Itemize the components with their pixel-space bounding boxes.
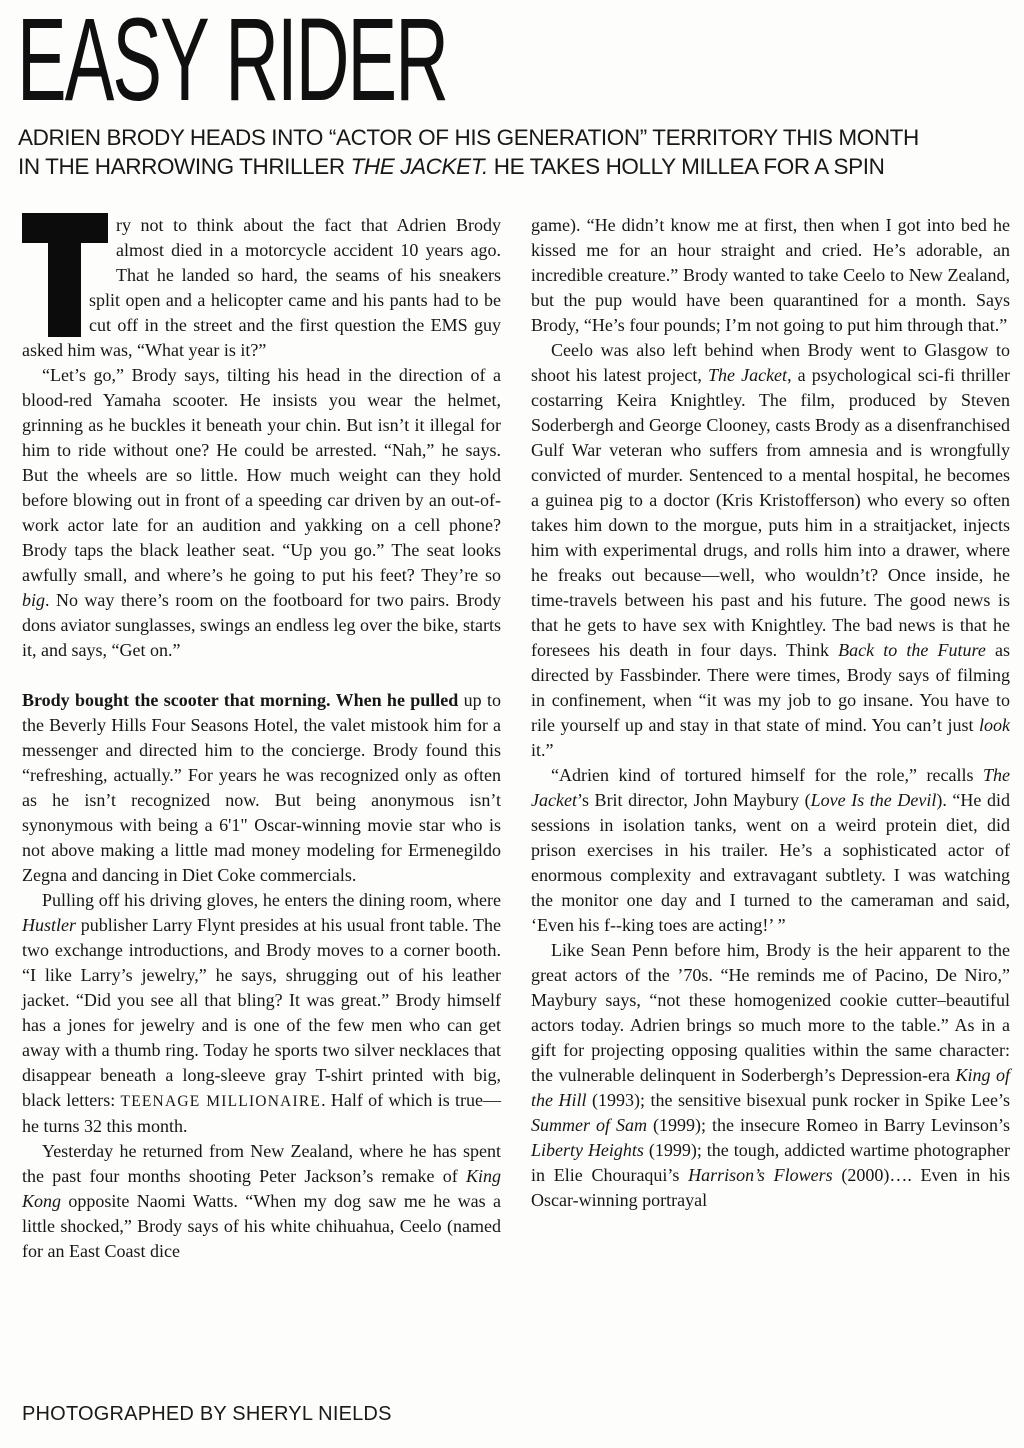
text-segment: TEENAGE MILLIONAIRE [120,1093,322,1110]
text-segment: The Jacket [707,365,788,385]
text-segment: Summer of Sam [531,1115,648,1135]
text-segment: , a psychological sci-fi thriller costarring Keira Knightley. The film, produced by Steven Soderbergh and George Clooney, casts Brody as a disenfranchised Gulf War veteran who suffers from amnesia and is wrongfully convicted of murder. Sentenced to a mental hospital, he becomes a guinea pig to a doctor (Kris Kristofferson) who every so often takes him down to the morgue, puts him in a straitjacket, injects him with experimental drugs, and rolls him into a drawer, where he freaks out because—well, who wouldn’t? Once inside, he time-travels between his past and his future. The good news is that he gets to have sex with Knightley. The bad news is that he foresees his death in four days. Think [531,365,1010,660]
column-right [531,213,1010,1264]
text-segment: THE JACKET. [350,153,488,179]
text-segment: as directed by Fassbinder. There were times, Brody says of filming in confinement, when “it was my job to go insane. You have to rile yourself up and stay in that state of mind. You can’t just [531,640,1010,735]
text-segment: it.” [531,740,554,760]
text-segment: . Half of which is true—he turns 32 this month. [22,1090,501,1136]
text-segment: (2000)…. Even in his Oscar-winning portrayal [531,1165,1011,1210]
article-deck [18,124,1010,181]
text-segment: Yesterday he returned from New Zealand, where he has spent the past four months shooting Peter Jackson’s remake of [22,1141,501,1186]
text-segment: Hustler [22,915,76,935]
text-segment: Ceelo was also left behind when Brody went to Glasgow to shoot his latest project, [531,340,1010,385]
article-title: EASY RIDER [17,0,448,126]
text-segment: Harrison’s Flowers [688,1165,833,1185]
text-segment: ADRIEN BRODY HEADS INTO “ACTOR OF HIS GENERATION” TERRITORY THIS MONTH [18,125,919,150]
text-segment: look [979,715,1010,735]
text-segment: ). “He did sessions in isolation tanks, went on a weird protein diet, did prison exercises in his trailer. He’s a sophisticated actor of enormous complexity and extravagant subtlety. I was watching the monitor one day and I turned to the cameraman and said, ‘Even his f--king toes are acting!’ ” [531,790,1010,935]
column-left [22,213,501,1264]
text-segment: up to the Beverly Hills Four Seasons Hotel, the valet mistook him for a messenger and directed him to the concierge. Brody found this “refreshing, actually.” For years he was recognized only as often as he isn’t recognized now. But being anonymous isn’t synonymous with being a 6'1" Oscar-winning movie star who is not above making a little mad money modeling for Ermenegildo Zegna and dancing in Diet Coke commercials. [22,690,501,885]
article-header [0,0,1024,181]
text-segment: IN THE HARROWING THRILLER [18,153,351,179]
paragraph [531,938,1010,1213]
paragraph [22,888,501,1139]
paragraph [531,338,1010,763]
text-segment: (1999); the insecure Romeo in Barry Levinson’s [647,1115,1010,1135]
paragraph [22,688,501,888]
text-segment: “Adrien kind of tortured himself for the role,” recalls [551,765,983,785]
text-segment: ry not to think about the fact that Adrien Brody almost died in a motorcycle accident 10 years ago. That he landed so hard, the seams of his sneakers split open and a helicopter came and his pants had to be cut off in the street and the first question the EMS guy asked him was, “What year is it?” [22,215,501,360]
text-segment: Love Is the Devil [810,790,937,810]
text-segment: publisher Larry Flynt presides at his usual front table. The two exchange introductions, and Brody moves to a corner booth. “I like Larry’s jewelry,” he says, shrugging out of his leather jacket. “Did you see all that bling? It was great.” Brody himself has a jones for jewelry and is one of the few men who can get away with a thumb ring. Today he sports two silver necklaces that disappear beneath a long-sleeve gray T-shirt printed with big, black letters: [22,915,501,1110]
paragraph [531,763,1010,938]
text-segment: Liberty Heights [531,1140,644,1160]
text-segment: The Jacket [531,765,1010,810]
paragraph [22,1139,501,1264]
paragraph [22,213,501,363]
text-segment: Pulling off his driving gloves, he enters the dining room, where [42,890,501,910]
text-segment: Back to the Future [838,640,986,660]
text-segment: ’s Brit director, John Maybury ( [576,790,811,810]
article-body [22,213,1010,1264]
text-segment: King of the Hill [531,1065,1010,1110]
text-segment: opposite Naomi Watts. “When my dog saw me he was a little shocked,” Brody says of his white chihuahua, Ceelo (named for an East Coast dice [22,1191,501,1261]
text-segment: big [22,590,46,610]
text-segment: (1993); the sensitive bisexual punk rocker in Spike Lee’s [586,1090,1011,1110]
text-segment: . No way there’s room on the footboard for two pairs. Brody dons aviator sunglasses, swings an endless leg over the bike, starts it, and says, “Get on.” [22,590,501,660]
text-segment: Like Sean Penn before him, Brody is the heir apparent to the great actors of the ’70s. “He reminds me of Pacino, De Niro,” Maybury says, “not these homogenized cookie cutter–beautiful actors today. Adrien brings so much more to the table.” As in a gift for projecting opposing qualities within the same character: the vulnerable delinquent in Soderbergh’s Depression-era [531,940,1010,1085]
text-segment: game). “He didn’t know me at first, then when I got into bed he kissed me for an hour straight and cried. He’s adorable, an incredible creature.” Brody wanted to take Ceelo to New Zealand, but the pup would have been quarantined for a month. Says Brody, “He’s four pounds; I’m not going to put him through that.” [531,215,1010,335]
text-segment: (1999); the tough, addicted wartime photographer in Elie Chouraqui’s [531,1140,1010,1185]
text-segment: Brody bought the scooter that morning. When he pulled [22,690,459,710]
text-segment: HE TAKES HOLLY MILLEA FOR A SPIN [487,153,885,179]
paragraph [531,213,1010,338]
text-segment: “Let’s go,” Brody says, tilting his head in the direction of a blood-red Yamaha scooter. He insists you wear the helmet, grinning as he buckles it beneath your chin. But isn’t it illegal for him to ride without one? He could be arrested. “Nah,” he says. But the wheels are so little. How much weight can they hold before blowing out in front of a speeding car driven by an out-of-work actor late for an audition and yakking on a cell phone? Brody taps the black leather seat. “Up you go.” The seat looks awfully small, and where’s he going to put his feet? They’re so [22,365,501,585]
photo-credit: PHOTOGRAPHED BY SHERYL NIELDS [22,1403,392,1425]
text-segment: King Kong [22,1166,501,1211]
paragraph [22,363,501,663]
